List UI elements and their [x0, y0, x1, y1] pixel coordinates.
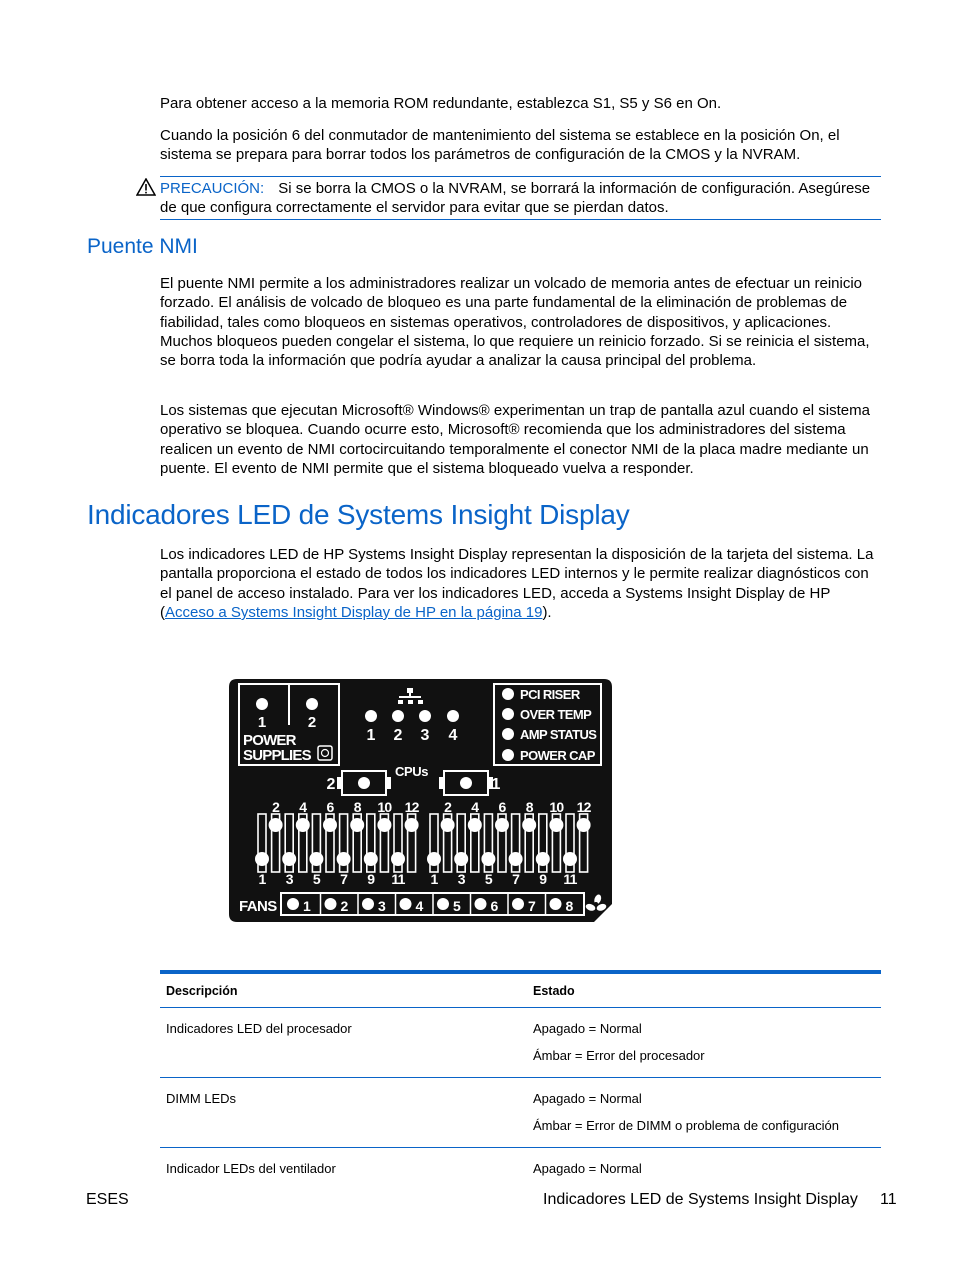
- dimm-led: [468, 818, 482, 832]
- warning-triangle-icon: [136, 178, 156, 196]
- power-label: POWER: [243, 732, 296, 749]
- dimm-number: 7: [512, 871, 520, 887]
- paragraph-rom: Para obtener acceso a la memoria ROM redundante, establezca S1, S5 y S6 en On.: [160, 95, 722, 112]
- paragraph-sid: [160, 545, 884, 622]
- cell-description: Indicadores LED del procesador: [160, 1008, 527, 1078]
- dimm-number: 12: [576, 799, 591, 815]
- status-label: OVER TEMP: [520, 707, 592, 722]
- cpu-status-led: [419, 710, 431, 722]
- cpus-label: CPUs: [395, 764, 429, 779]
- cell-description: DIMM LEDs: [160, 1078, 527, 1148]
- fan-number: 1: [303, 898, 311, 914]
- fan-led: [512, 898, 524, 910]
- dimm-led: [454, 852, 468, 866]
- dimm-led: [350, 818, 364, 832]
- fan-number: 4: [415, 898, 424, 914]
- fan-number: 8: [565, 898, 574, 914]
- over-temp-led: [502, 708, 514, 720]
- amp-status-led: [502, 728, 514, 740]
- status-label: PCI RISER: [520, 687, 580, 702]
- cpu-status-led: [447, 710, 459, 722]
- dimm-led: [269, 818, 283, 832]
- sid-text-after: ).: [542, 603, 552, 621]
- dimm-led: [309, 852, 323, 866]
- cpu-socket-number: 1: [491, 776, 501, 793]
- footer-title: Indicadores LED de Systems Insight Display: [543, 1191, 858, 1208]
- led-number: 4: [448, 727, 458, 744]
- status-table: [160, 970, 881, 1190]
- led-number: 2: [393, 727, 403, 744]
- state-line: Apagado = Normal: [533, 1091, 642, 1106]
- dimm-led: [364, 852, 378, 866]
- dimm-led: [509, 852, 523, 866]
- heading-sid: Indicadores LED de Systems Insight Display: [87, 499, 630, 530]
- fan-led: [362, 898, 374, 910]
- dimm-number: 9: [539, 871, 547, 887]
- dimm-led: [282, 852, 296, 866]
- caution-message: Si se borra la CMOS o la NVRAM, se borrará la información de configuración. Asegúrese de que configura correctamente el servidor para evitar que se pierdan datos.: [160, 180, 871, 217]
- cpu-status-led: [392, 710, 404, 722]
- dimm-led: [536, 852, 550, 866]
- dimm-led: [522, 818, 536, 832]
- heading-puente-nmi: Puente NMI: [87, 235, 198, 258]
- dimm-number: 10: [377, 799, 392, 815]
- dimm-led: [337, 852, 351, 866]
- cpu-socket-number: 2: [326, 776, 336, 793]
- dimm-number: 5: [312, 871, 320, 887]
- state-line: Apagado = Normal: [533, 1161, 642, 1176]
- dimm-number: 6: [326, 799, 334, 815]
- dimm-led: [563, 852, 577, 866]
- dimm-led: [405, 818, 419, 832]
- fan-led: [550, 898, 562, 910]
- dimm-led: [577, 818, 591, 832]
- dimm-number: 8: [525, 799, 533, 815]
- dimm-number: 2: [272, 799, 280, 815]
- status-label: AMP STATUS: [520, 727, 597, 742]
- column-header-descripcion: Descripción: [160, 972, 527, 1008]
- caution-text: [160, 179, 881, 218]
- pci-riser-led: [502, 688, 514, 700]
- paragraph-nmi-1: El puente NMI permite a los administradores realizar un volcado de memoria antes de efectuar un reinicio forzado. El análisis de volcado de bloqueo es una parte fundamental de la eliminación de problemas de fiabilidad, tales como bloqueos en sistemas operativos, controladores de dispositivos, y aplicaciones. Muchos bloqueos pueden congelar el sistema, lo que requiere un reinicio forzado. Si se reinicia el sistema, se borra toda la información que podría ayudar a analizar la causa principal del problema.: [160, 275, 870, 370]
- fan-led: [437, 898, 449, 910]
- dimm-number: 2: [444, 799, 452, 815]
- dimm-led: [377, 818, 391, 832]
- dimm-led: [391, 852, 405, 866]
- dimm-number: 3: [285, 871, 293, 887]
- power-cap-led: [502, 749, 514, 761]
- paragraph-nmi-2: Los sistemas que ejecutan Microsoft® Windows® experimentan un trap de pantalla azul cuando el sistema operativo se bloquea. Cuando ocurre esto, Microsoft® recomienda que los administradores del sistema realicen un evento de NMI cortocircuitando temporalmente el conector NMI de la placa madre mediante un puente. El evento de NMI permite que el sistema bloqueado vuelva a responder.: [160, 402, 870, 477]
- dimm-number: 11: [391, 871, 405, 887]
- fan-led: [475, 898, 487, 910]
- fan-number: 5: [453, 898, 461, 914]
- fans-label: FANS: [239, 898, 277, 915]
- paragraph-cmos: Cuando la posición 6 del conmutador de mantenimiento del sistema se establece en la posición On, el sistema se prepara para borrar todos los parámetros de configuración de la CMOS y la NVRAM.: [160, 127, 840, 164]
- ps-number: 1: [257, 714, 267, 731]
- caution-label: PRECAUCIÓN:: [160, 180, 265, 197]
- cpu-status-led: [365, 710, 377, 722]
- dimm-number: 3: [457, 871, 465, 887]
- cell-description: Indicador LEDs del ventilador: [166, 1161, 336, 1176]
- ps-number: 2: [307, 714, 317, 731]
- table-row: [160, 1148, 881, 1191]
- footer-left: ESES: [86, 1191, 129, 1208]
- dimm-led: [481, 852, 495, 866]
- power-supply-led-2: [306, 698, 318, 710]
- dimm-led: [495, 818, 509, 832]
- footer-page-number: 11: [880, 1191, 897, 1208]
- table-row: [160, 1078, 881, 1148]
- led-number: 1: [366, 727, 376, 744]
- fan-led: [325, 898, 337, 910]
- dimm-led: [255, 852, 269, 866]
- dimm-number: 9: [367, 871, 375, 887]
- dimm-led: [549, 818, 563, 832]
- dimm-number: 4: [471, 799, 479, 815]
- dimm-led: [427, 852, 441, 866]
- fan-number: 2: [340, 898, 349, 914]
- dimm-led: [323, 818, 337, 832]
- systems-insight-display-panel: [229, 679, 612, 922]
- led-number: 3: [420, 727, 430, 744]
- table-row: [160, 1008, 881, 1078]
- supplies-label: SUPPLIES: [243, 747, 311, 764]
- fan-number: 7: [528, 898, 536, 914]
- state-line: Ámbar = Error de DIMM o problema de configuración: [533, 1118, 839, 1133]
- dimm-number: 8: [353, 799, 361, 815]
- table-header-row: [160, 972, 881, 1008]
- dimm-number: 11: [563, 871, 577, 887]
- sid-text-before: Los indicadores LED de HP Systems Insight Display representan la disposición de la tarjeta del sistema. La pantalla proporciona el estado de todos los indicadores LED internos y le permite realizar diagnósticos con el panel de acceso instalado. Para ver los indicadores LED, acceda a Systems Insight Display de HP (: [160, 546, 874, 621]
- dimm-number: 6: [498, 799, 506, 815]
- cell-state: [527, 1148, 881, 1191]
- state-line: Apagado = Normal: [533, 1021, 642, 1036]
- dimm-number: 4: [299, 799, 307, 815]
- dimm-number: 10: [549, 799, 564, 815]
- dimm-number: 1: [430, 871, 438, 887]
- sid-access-link[interactable]: Acceso a Systems Insight Display de HP en la página 19: [165, 603, 543, 621]
- dimm-led: [441, 818, 455, 832]
- dimm-led: [296, 818, 310, 832]
- status-label: POWER CAP: [520, 748, 595, 763]
- column-header-estado: Estado: [527, 972, 881, 1008]
- dimm-number: 5: [484, 871, 492, 887]
- caution-box: [160, 176, 881, 220]
- fan-number: 3: [378, 898, 386, 914]
- dimm-number: 7: [340, 871, 348, 887]
- fan-led: [287, 898, 299, 910]
- dimm-number: 1: [258, 871, 266, 887]
- state-line: Ámbar = Error del procesador: [533, 1048, 705, 1063]
- cell-state: [527, 1078, 881, 1148]
- cell-state: [527, 1008, 881, 1078]
- fan-number: 6: [490, 898, 499, 914]
- fan-led: [400, 898, 412, 910]
- power-supply-led-1: [256, 698, 268, 710]
- dimm-number: 12: [404, 799, 419, 815]
